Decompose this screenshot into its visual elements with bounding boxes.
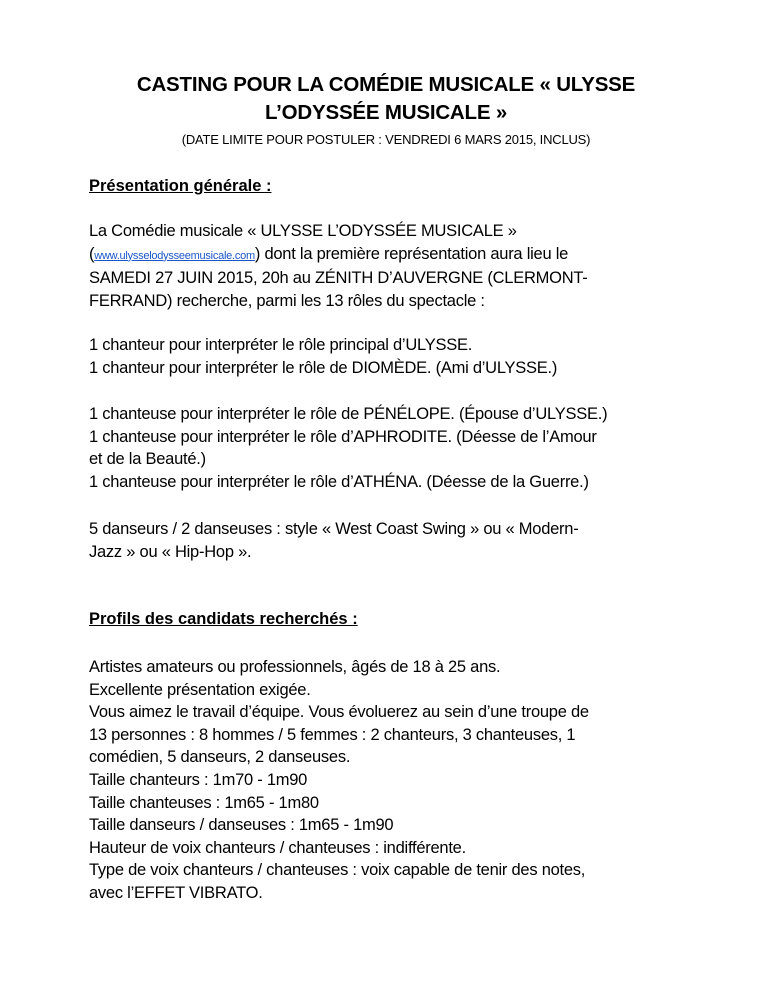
dancers-line-1: 5 danseurs / 2 danseuses : style « West Coast Swing » ou « Modern- xyxy=(89,520,579,538)
intro-line-1: La Comédie musicale « ULYSSE L’ODYSSÉE MUSICALE » xyxy=(89,222,517,240)
document-title xyxy=(89,71,683,127)
profile-line: Excellente présentation exigée. xyxy=(89,680,311,699)
female-singer-role-2-cont: et de la Beauté.) xyxy=(89,450,206,469)
profile-line: avec l’EFFET VIBRATO. xyxy=(89,883,263,902)
male-singer-role-1: 1 chanteur pour interpréter le rôle principal d’ULYSSE. xyxy=(89,336,473,354)
website-link[interactable]: www.ulysselodysseemusicale.com xyxy=(94,249,255,262)
profile-line: Taille chanteurs : 1m70 - 1m90 xyxy=(89,770,308,789)
presentation-heading: Présentation générale : xyxy=(89,177,272,195)
profile-line: 13 personnes : 8 hommes / 5 femmes : 2 chanteurs, 3 chanteuses, 1 xyxy=(89,725,576,744)
female-singer-role-1: 1 chanteuse pour interpréter le rôle de PÉNÉLOPE. (Épouse d’ULYSSE.) xyxy=(89,405,608,423)
open-paren: ( xyxy=(89,244,95,263)
female-singer-role-3: 1 chanteuse pour interpréter le rôle d’ATHÉNA. (Déesse de la Guerre.) xyxy=(89,472,589,491)
dancers-paragraph xyxy=(89,518,689,563)
female-singer-role-2: 1 chanteuse pour interpréter le rôle d’APHRODITE. (Déesse de l’Amour xyxy=(89,427,597,446)
deadline-subtitle: (DATE LIMITE POUR POSTULER : VENDREDI 6 MARS 2015, INCLUS) xyxy=(181,132,591,147)
title-line-1: CASTING POUR LA COMÉDIE MUSICALE « ULYSSE xyxy=(136,73,636,96)
intro-line-4: FERRAND) recherche, parmi les 13 rôles du spectacle : xyxy=(89,291,485,310)
intro-line-3: SAMEDI 27 JUIN 2015, 20h au ZÉNITH D’AUVERGNE (CLERMONT- xyxy=(89,269,588,288)
profile-line: Taille chanteuses : 1m65 - 1m80 xyxy=(89,793,319,812)
profile-line: Hauteur de voix chanteurs / chanteuses : indifférente. xyxy=(89,838,466,857)
male-singers-list xyxy=(89,334,689,379)
profiles-heading: Profils des candidats recherchés : xyxy=(89,610,358,628)
profiles-list xyxy=(89,656,689,905)
title-line-2: L’ODYSSÉE MUSICALE » xyxy=(264,101,508,124)
male-singer-role-2: 1 chanteur pour interpréter le rôle de DIOMÈDE. (Ami d’ULYSSE.) xyxy=(89,358,558,377)
profile-line: Taille danseurs / danseuses : 1m65 - 1m90 xyxy=(89,816,394,835)
intro-after-link: ) dont la première représentation aura lieu le xyxy=(254,244,569,263)
profile-line: Artistes amateurs ou professionnels, âgés de 18 à 25 ans. xyxy=(89,658,501,676)
dancers-line-2: Jazz » ou « Hip-Hop ». xyxy=(89,542,252,561)
profile-line: Vous aimez le travail d’équipe. Vous évoluerez au sein d’une troupe de xyxy=(89,703,589,722)
profile-line: Type de voix chanteurs / chanteuses : voix capable de tenir des notes, xyxy=(89,861,586,880)
presentation-intro xyxy=(89,220,689,312)
female-singers-list xyxy=(89,403,689,493)
intro-line-2 xyxy=(89,243,689,268)
profile-line: comédien, 5 danseurs, 2 danseuses. xyxy=(89,748,351,767)
